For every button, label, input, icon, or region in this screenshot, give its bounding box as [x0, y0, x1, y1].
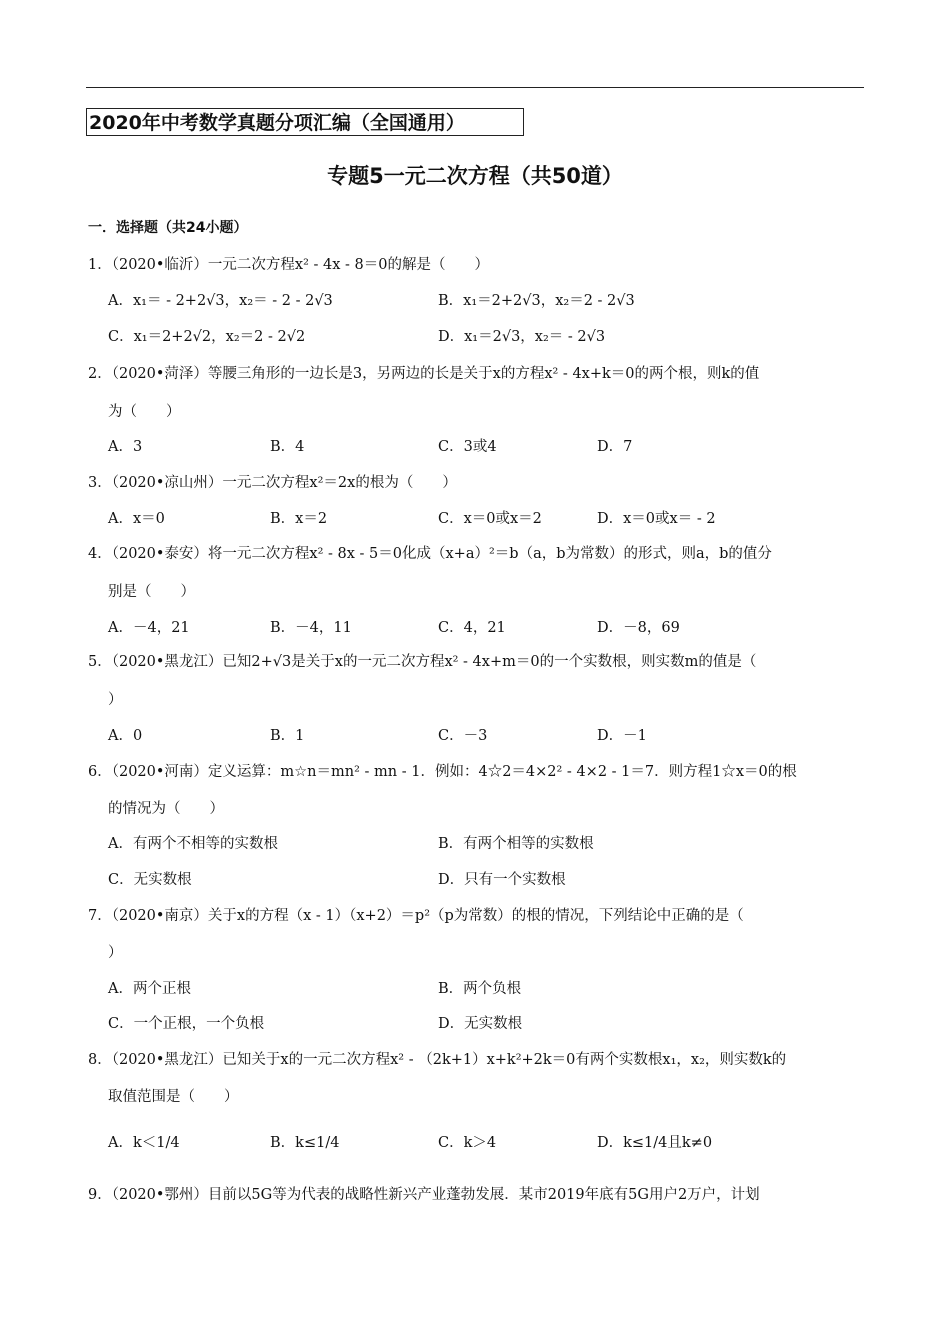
question-6-option-d: D．只有一个实数根: [438, 872, 566, 888]
question-3-option-a: A．x＝0: [108, 511, 165, 527]
question-3-option-d: D．x＝0或x＝ - 2: [597, 511, 716, 527]
question-4-option-d: D．－8，69: [597, 620, 680, 636]
question-1-option-a: A．x₁＝ - 2+2√3，x₂＝ - 2 - 2√3: [108, 293, 333, 309]
question-7-option-c: C．一个正根，一个负根: [108, 1016, 265, 1032]
question-5-stem-line1: 5．（2020•黑龙江）已知2+√3是关于x的一元二次方程x² - 4x+m＝0的一个实数根，则实数m的值是（: [88, 654, 757, 670]
question-2-stem-line1: 2．（2020•菏泽）等腰三角形的一边长是3，另两边的长是关于x的方程x² - 4x+k＝0的两个根，则k的值: [88, 366, 760, 382]
question-6-stem-line1: 6．（2020•河南）定义运算：m☆n＝mn² - mn - 1．例如：4☆2＝4×2² - 4×2 - 1＝7．则方程1☆x＝0的根: [88, 764, 797, 780]
question-4-option-b: B．－4，11: [270, 620, 352, 636]
question-5-option-a: A．0: [108, 728, 143, 744]
question-1-stem: 1．（2020•临沂）一元二次方程x² - 4x - 8＝0的解是（ ）: [88, 257, 490, 273]
question-5-option-b: B．1: [270, 728, 305, 744]
question-6-option-a: A．有两个不相等的实数根: [108, 836, 278, 852]
question-7-option-a: A．两个正根: [108, 981, 191, 997]
question-4-option-c: C．4，21: [438, 620, 506, 636]
question-3-option-c: C．x＝0或x＝2: [438, 511, 542, 527]
question-8-option-b: B．k≤1/4: [270, 1135, 340, 1151]
question-3-stem: 3．（2020•凉山州）一元二次方程x²＝2x的根为（ ）: [88, 475, 457, 491]
question-8-option-c: C．k＞4: [438, 1135, 497, 1151]
question-2-option-d: D．7: [597, 439, 633, 455]
question-9-stem-line1: 9．（2020•鄂州）目前以5G等为代表的战略性新兴产业蓬勃发展．某市2019年底有5G用户2万户，计划: [88, 1187, 760, 1203]
question-3-option-b: B．x＝2: [270, 511, 328, 527]
question-2-option-a: A．3: [108, 439, 143, 455]
question-7-stem-line2: ）: [108, 945, 123, 961]
question-2-option-c: C．3或4: [438, 439, 497, 455]
question-8-option-a: A．k＜1/4: [108, 1135, 180, 1151]
question-1-option-b: B．x₁＝2+2√3，x₂＝2 - 2√3: [438, 293, 635, 309]
question-4-option-a: A．－4，21: [108, 620, 190, 636]
question-6-option-c: C．无实数根: [108, 872, 192, 888]
series-title: 2020年中考数学真题分项汇编（全国通用）: [86, 108, 524, 136]
question-1-option-d: D．x₁＝2√3，x₂＝ - 2√3: [438, 329, 606, 345]
question-2-stem-line2: 为（ ）: [108, 404, 181, 420]
question-5-option-c: C．－3: [438, 728, 488, 744]
question-6-option-b: B．有两个相等的实数根: [438, 836, 594, 852]
question-4-stem-line2: 别是（ ）: [108, 584, 195, 600]
header-rule: [86, 87, 864, 88]
question-8-option-d: D．k≤1/4且k≠0: [597, 1135, 713, 1151]
question-8-stem-line2: 取值范围是（ ）: [108, 1089, 239, 1105]
topic-title: 专题5一元二次方程（共50道）: [327, 164, 623, 188]
question-5-option-d: D．－1: [597, 728, 647, 744]
section-heading: 一．选择题（共24小题）: [88, 220, 248, 236]
question-8-stem-line1: 8．（2020•黑龙江）已知关于x的一元二次方程x² - （2k+1）x+k²+2k＝0有两个实数根x₁，x₂，则实数k的: [88, 1052, 787, 1068]
question-7-option-b: B．两个负根: [438, 981, 522, 997]
question-4-stem-line1: 4．（2020•泰安）将一元二次方程x² - 8x - 5＝0化成（x+a）²＝b（a，b为常数）的形式，则a，b的值分: [88, 546, 772, 562]
question-6-stem-line2: 的情况为（ ）: [108, 801, 224, 817]
question-7-stem-line1: 7．（2020•南京）关于x的方程（x - 1）（x+2）＝p²（p为常数）的根的情况，下列结论中正确的是（: [88, 908, 744, 924]
question-7-option-d: D．无实数根: [438, 1016, 523, 1032]
question-1-option-c: C．x₁＝2+2√2，x₂＝2 - 2√2: [108, 329, 306, 345]
question-5-stem-line2: ）: [108, 692, 123, 708]
question-2-option-b: B．4: [270, 439, 305, 455]
